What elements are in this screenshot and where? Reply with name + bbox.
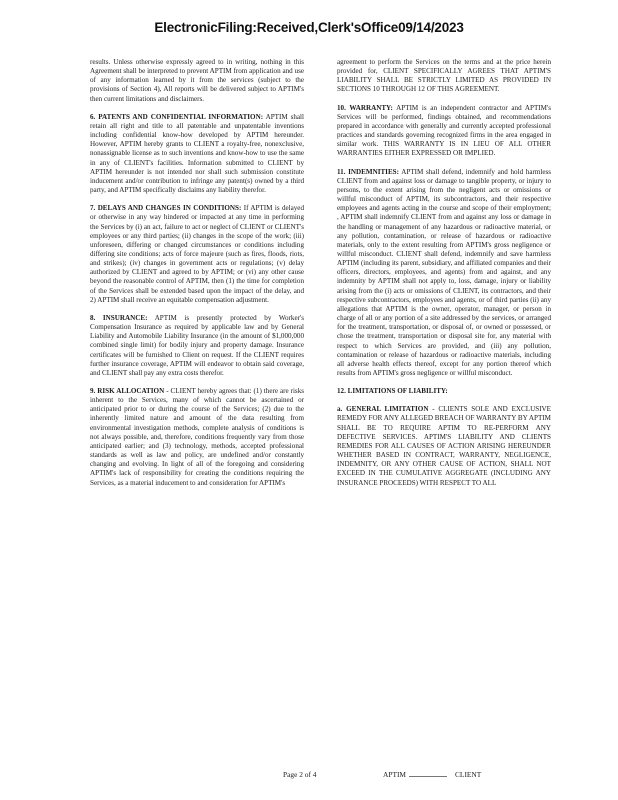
filing-stamp: ElectronicFiling:Received,Clerk'sOffice09/14/2023 — [154, 20, 464, 35]
section-10 — [337, 104, 551, 159]
section-11-body: APTIM shall defend, indemnify and hold harmless CLIENT from and against loss or damage to tangible property, or injury to persons, to the extent arising from the negligent acts or omissions or willful misconduct of APTIM, its subcontractors, and their respective employees and agents acting in the course and scope of their employment; — [337, 167, 551, 213]
page-number: Page 2 of 4 — [283, 770, 317, 779]
section-12 — [337, 387, 551, 396]
section-11-heading: 11. INDEMNITIES: — [337, 167, 399, 176]
section-9-heading: 9. RISK ALLOCATION — [90, 387, 165, 395]
aptim-initials-label: APTIM — [383, 770, 406, 779]
section-12a-heading: a. GENERAL LIMITATION — [337, 405, 429, 414]
section-11 — [337, 168, 551, 379]
section-12a-body: - CLIENTS SOLE AND EXCLUSIVE REMEDY FOR ANY ALLEGED BREACH OF WARRANTY BY APTIM SHALL BE TO REQUIRE APTIM TO RE-PERFORM ANY DEFECTIVE SERVICES. APTIM'S LIABILITY AND CLIENTS REMEDIES FOR ALL CAUSES OF ACTION ARISING HEREUNDER WHETHER BASED IN CONTRACT, WARRANTY, NEGLIGENCE, INDEMNITY, OR ANY OTHER CAUSE OF ACTION, SHALL NOT EXCEED IN THE CUMULATIVE AGGREGATE (INCLUDING ANY INSURANCE PROCEEDS) WITH RESPECT TO ALL — [337, 405, 551, 487]
left-column — [90, 58, 304, 497]
section-10-body: APTIM is an independent contractor and APTIM's Services will be performed, findings obtained, and recommendations prepared in accordance with generally and currently accepted professional practices and standards governing recognized firms in the area engaged in similar work. THIS WARRANTY IS IN LIEU OF ALL OTHER WARRANTIES EITHER EXPRESSED OR IMPLIED. — [337, 103, 552, 158]
section-7-body: If APTIM is delayed or otherwise in any way hindered or impacted at any time in performing the Services by (i) an act, failure to act or neglect of CLIENT or CLIENT's employees or any third parties; (ii) changes in the scope of the work; (iii) unforeseen, differing or changed circumstances or conditions including differing site conditions; acts of force majeure (such as fires, floods, riots, and strikes); (iv) changes in government acts or regulations; (v) delay authorized by CLIENT and agreed to by APTIM; or (vi) any other cause beyond the reasonable control of APTIM, then (1) the time for completion of the Services shall be extended based upon the impact of the delay, and 2) APTIM shall receive an equitable compensation adjustment. — [90, 204, 305, 304]
right-continuation-paragraph: agreement to perform the Services on the terms and at the price herein provided for, CLIENT SPECIFICALLY AGREES THAT APTIM'S LIABILITY SHALL BE STRICTLY LIMITED AS PROVIDED IN SECTIONS 10 THROUGH 12 OF THIS AGREEMENT. — [337, 58, 551, 94]
section-11-body-continued: , APTIM shall indemnify CLIENT from and against any loss or damage in the handling or management of any hazardous or radioactive material, or any pollution, contamination, or release of hazardous or radioactive materials, only to the extent resulting from APTIM's gross negligence or willful misconduct. CLIENT shall defend, indemnify and save harmless APTIM (including its parent, subsidiary, and affiliated companies and their officers, directors, employees, and agents) from and against, and any indemnity by APTIM shall not apply to, loss, damage, injury or liability arising from the (i) acts or omissions of CLIENT, its contractors, and their respective subcontractors, employees and agents, or of third parties (ii) any allegations that APTIM is the owner, operator, manager, or person in charge of all or any portion of a site addressed by the services, or arranged for the treatment, transportation, or disposal of, or owned or possessed, or chose the treatment, transportation or disposal site for, any material with respect to which Services are provided, and (iii) any pollution, contamination or release of hazardous or radioactive materials, including all adverse health effects thereof, except for any portion thereof which results from APTIM's gross negligence or willful misconduct. — [337, 213, 551, 377]
section-6-heading: 6. PATENTS AND CONFIDENTIAL INFORMATION: — [90, 112, 264, 121]
aptim-initials-line — [409, 770, 447, 777]
section-12-heading: 12. LIMITATIONS OF LIABILITY: — [337, 387, 448, 396]
section-9 — [90, 387, 304, 488]
client-initials-label: CLIENT — [455, 770, 482, 779]
section-7 — [90, 204, 304, 305]
section-9-body: - CLIENT hereby agrees that: (1) there are risks inherent to the Services, many of which cannot be ascertained or anticipated prior to or during the course of the Services; (2) due to the inherently limited nature and amount of the data resulting from environmental investigation methods, complete analysis of conditions is not always possible, and, therefore, conditions frequently vary from those anticipated earlier; and (3) technology, methods, accepted professional standards as well as law and policy, are undefined and/or constantly changing and evolving. In light of all of the foregoing and considering APTIM's lack of responsibility for creating the conditions requiring the Services, as a material inducement to and consideration for APTIM's — [90, 387, 305, 487]
section-6 — [90, 113, 304, 195]
section-7-heading: 7. DELAYS AND CHANGES IN CONDITIONS: — [90, 204, 242, 213]
section-8-body: APTIM is presently protected by Worker's Compensation Insurance as required by applicable law and by General Liability and Automobile Liability Insurance (in the amount of $1,000,000 combined single limit) for bodily injury and property damage. Insurance certificates will be furnished to Client on request. If the CLIENT requires further insurance coverage, APTIM will endeavor to obtain said coverage, and CLIENT shall pay any extra costs therefor. — [90, 313, 304, 377]
section-8 — [90, 314, 304, 378]
section-12a — [337, 405, 551, 487]
left-continuation-paragraph: results. Unless otherwise expressly agreed to in writing, nothing in this Agreement shall be interpreted to prevent APTIM from application and use of any information learned by it from the services (subject to the provisions of Section 4), All reports will be delivered subject to APTIM's then current limitations and disclaimers. — [90, 58, 304, 103]
section-8-heading: 8. INSURANCE: — [90, 313, 148, 322]
aptim-initials — [383, 770, 450, 779]
right-column — [337, 58, 551, 497]
section-10-heading: 10. WARRANTY: — [337, 103, 393, 112]
section-6-body: APTIM shall retain all right and title to all patentable and unpatentable inventions including confidential know-how developed by APTIM hereunder. However, APTIM hereby grants to CLIENT a royalty-free, nonexclusive, nonassignable license as to such inventions and know-how to use the same in any of CLIENT's facilities. Information submitted to CLIENT by APTIM hereunder is not intended nor shall such submission constitute inducement and/or contribution to infringe any patent(s) owned by a third party, and APTIM specifically disclaims any liability therefor. — [90, 112, 304, 195]
